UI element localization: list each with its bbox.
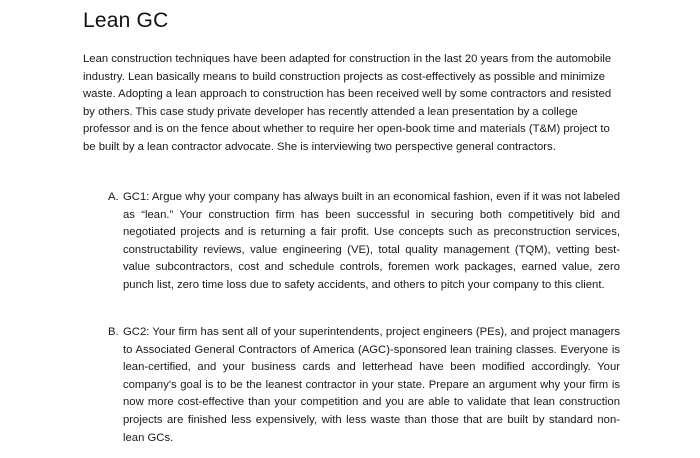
question-a-text: GC1: Argue why your company has always built in an economical fashion, even if it was not labeled as “lean.” Your construction firm has been successful in securing both competitively bid and negotiated projects and is returning a fair profit. Use concepts such as preconstruction services, constructability reviews, value engineering (VE), total quality management (TQM), vetting best-value subcontractors, cost and schedule controls, foremen work packages, earned value, zero punch list, zero time loss due to safety accidents, and others to pitch your company to this client. xyxy=(123,191,620,291)
question-b xyxy=(108,324,620,447)
intro-paragraph: Lean construction techniques have been adapted for construction in the last 20 years from the automobile industry. Lean basically means to build construction projects as cost-effectively as possible and minimize waste. Adopting a lean approach to construction has been received well by some contractors and resisted by others. This case study private developer has recently attended a lean presentation by a college professor and is on the fence about whether to require her open-book time and materials (T&M) project to be built by a lean contractor advocate. She is interviewing two perspective general contractors. xyxy=(83,53,612,153)
page-title: Lean GC xyxy=(83,9,169,32)
question-b-text: GC2: Your firm has sent all of your superintendents, project engineers (PEs), and project managers to Associated General Contractors of America (AGC)-sponsored lean training classes. Everyone is lean-certified, and your business cards and letterhead have been modified accordingly. Your company's goal is to be the leanest contractor in your state. Prepare an argument why your firm is now more cost-effective than your competition and you are able to validate that lean construction projects are finished less expensively, with less waste than those that are built by standard non-lean GCs. xyxy=(123,326,620,444)
question-a xyxy=(108,189,620,295)
question-b-letter: B. xyxy=(108,326,119,338)
question-a-letter: A. xyxy=(108,191,119,203)
